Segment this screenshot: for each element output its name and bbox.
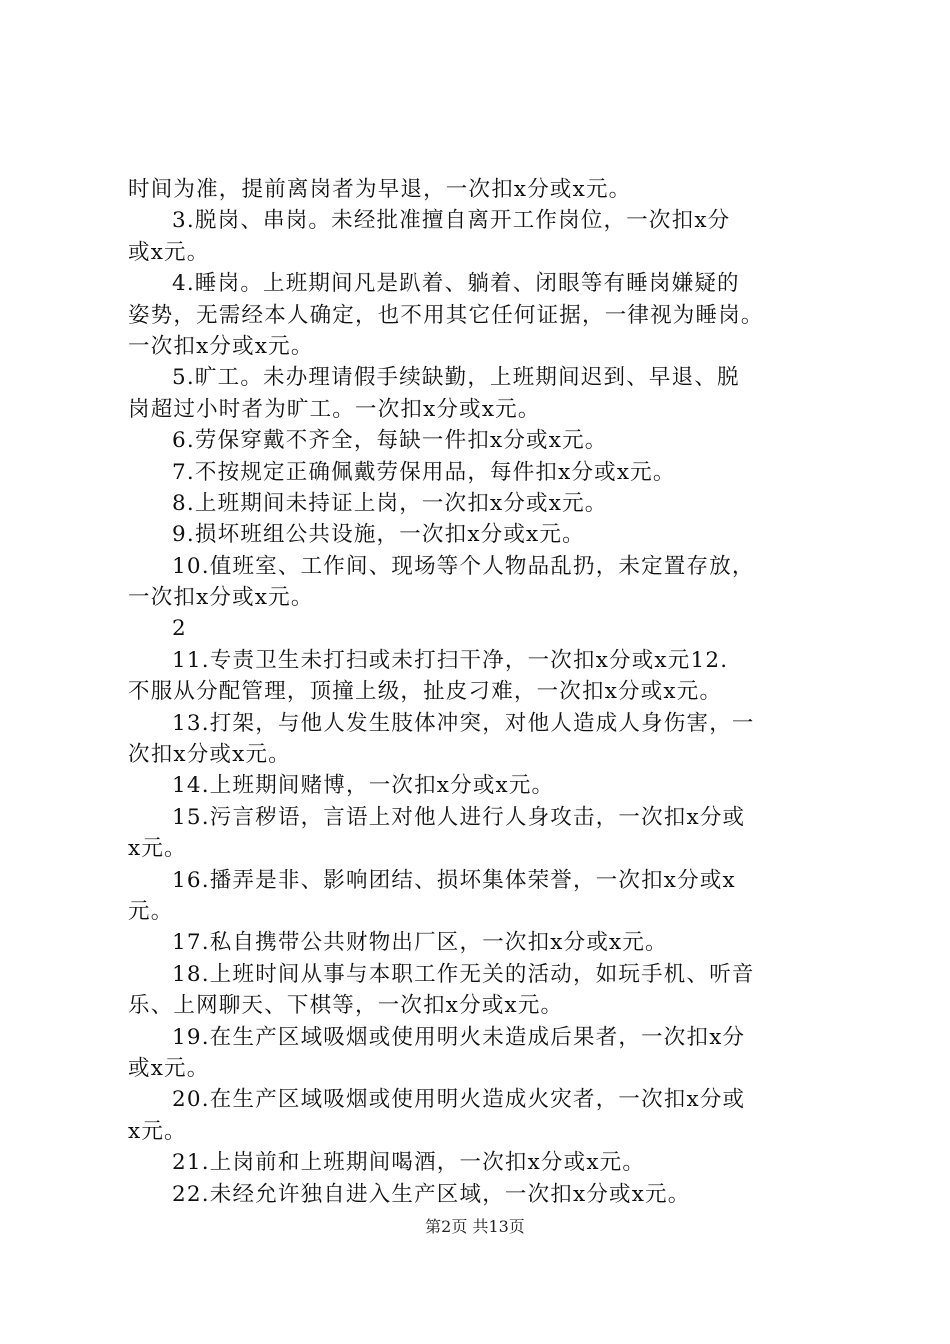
text-line: 姿势，无需经本人确定，也不用其它任何证据，一律视为睡岗。 (128, 302, 764, 328)
text-line: 9.损坏班组公共设施，一次扣x分或x元。 (172, 522, 585, 548)
text-line: 岗超过小时者为旷工。一次扣x分或x元。 (128, 396, 541, 422)
text-line: 16.播弄是非、影响团结、损坏集体荣誉，一次扣x分或x (172, 867, 736, 893)
text-line: 一次扣x分或x元。 (128, 333, 314, 359)
text-line: 11.专责卫生未打扫或未打扫干净，一次扣x分或x元12. (172, 647, 729, 673)
text-line: 17.私自携带公共财物出厂区，一次扣x分或x元。 (172, 930, 668, 956)
text-line: 22.未经允许独自进入生产区域，一次扣x分或x元。 (172, 1181, 691, 1207)
text-line: 5.旷工。未办理请假手续缺勤，上班期间迟到、早退、脱 (172, 365, 740, 391)
text-line: 10.值班室、工作间、现场等个人物品乱扔，未定置存放， (172, 553, 755, 579)
text-line: 15.污言秽语，言语上对他人进行人身攻击，一次扣x分或 (172, 804, 746, 830)
text-line: 13.打架，与他人发生肢体冲突，对他人造成人身伤害，一 (172, 710, 755, 736)
text-line: 元。 (128, 898, 174, 924)
text-line: 次扣x分或x元。 (128, 742, 291, 768)
text-line: 7.不按规定正确佩戴劳保用品，每件扣x分或x元。 (172, 459, 676, 485)
text-line: 8.上班期间未持证上岗，一次扣x分或x元。 (172, 490, 608, 516)
text-line: 14.上班期间赌博，一次扣x分或x元。 (172, 773, 555, 799)
text-line: 6.劳保穿戴不齐全，每缺一件扣x分或x元。 (172, 428, 608, 454)
page-footer: 第2页 共13页 (425, 1217, 525, 1236)
text-line: 时间为准，提前离岗者为早退，一次扣x分或x元。 (128, 177, 632, 202)
text-line: 21.上岗前和上班期间喝酒，一次扣x分或x元。 (172, 1150, 646, 1176)
text-line: x元。 (128, 836, 187, 862)
text-line: 20.在生产区域吸烟或使用明火造成火灾者，一次扣x分或 (172, 1087, 746, 1113)
text-line: 乐、上网聊天、下棋等，一次扣x分或x元。 (128, 993, 564, 1019)
text-line: 19.在生产区域吸烟或使用明火未造成后果者，一次扣x分 (172, 1024, 746, 1050)
text-line: 4.睡岗。上班期间凡是趴着、躺着、闭眼等有睡岗嫌疑的 (172, 271, 740, 297)
text-line: 2 (172, 616, 187, 642)
text-line: 18.上班时间从事与本职工作无关的活动，如玩手机、听音 (172, 961, 755, 987)
text-line: x元。 (128, 1118, 187, 1144)
text-line: 或x元。 (128, 1055, 210, 1081)
text-line: 一次扣x分或x元。 (128, 585, 314, 611)
text-line: 3.脱岗、串岗。未经批准擅自离开工作岗位，一次扣x分 (172, 208, 731, 234)
text-line: 或x元。 (128, 239, 210, 265)
document-body (128, 174, 833, 1210)
text-line: 不服从分配管理，顶撞上级，扯皮刁难，一次扣x分或x元。 (128, 679, 723, 705)
